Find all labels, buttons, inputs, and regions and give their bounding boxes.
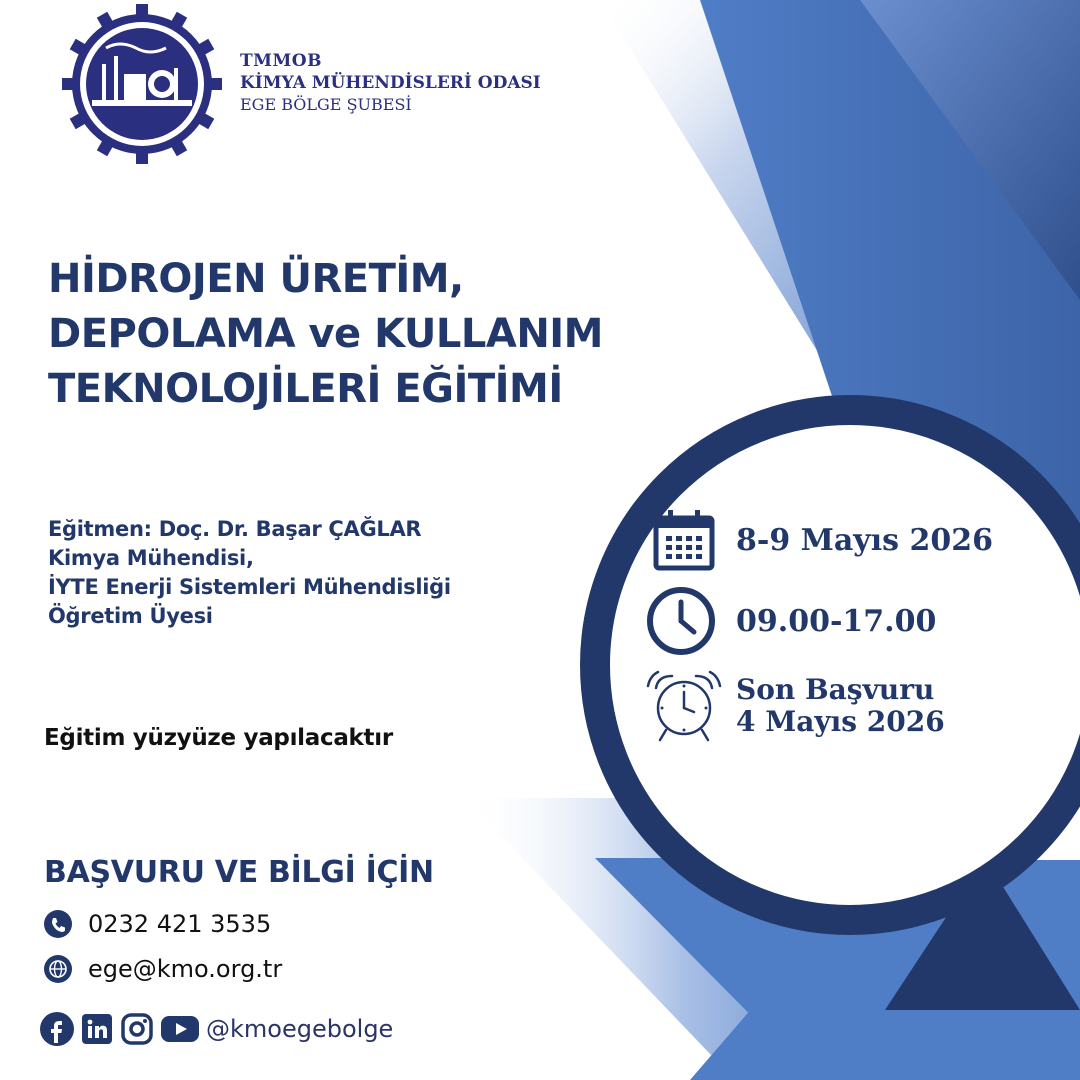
event-time: 09.00-17.00 (736, 603, 937, 639)
phone-number[interactable]: 0232 421 3535 (88, 910, 272, 938)
contact-title: BAŞVURU VE BİLGİ İÇİN (44, 855, 434, 890)
phone-row[interactable] (44, 910, 271, 938)
event-date: 8-9 Mayıs 2026 (736, 522, 993, 558)
email-address[interactable]: ege@kmo.org.tr (88, 955, 283, 983)
deadline-row (642, 668, 945, 744)
title-line-1: HİDROJEN ÜRETİM, (48, 256, 464, 302)
date-row (652, 508, 993, 572)
time-row (646, 586, 936, 656)
instructor-info (48, 515, 451, 631)
social-handle[interactable]: @kmoegebolge (206, 1015, 394, 1043)
title-line-3: TEKNOLOJİLERİ EĞİTİMİ (48, 366, 563, 412)
title-line-2: DEPOLAMA ve KULLANIM (48, 311, 603, 357)
org-line-1: TMMOB (240, 51, 322, 71)
alarm-clock-icon (642, 668, 726, 744)
social-row (40, 1012, 393, 1046)
instagram-icon[interactable] (120, 1012, 154, 1046)
instructor-line-4: Öğretim Üyesi (48, 604, 213, 628)
email-row[interactable] (44, 955, 282, 983)
event-title (48, 252, 688, 417)
kmo-logo (62, 4, 222, 164)
linkedin-icon[interactable] (80, 1012, 114, 1046)
globe-icon (44, 955, 72, 983)
org-line-2: KİMYA MÜHENDİSLERİ ODASI (240, 73, 541, 93)
deadline-date: 4 Mayıs 2026 (736, 705, 945, 738)
deadline-label: Son Başvuru (736, 673, 935, 706)
instructor-line-1: Eğitmen: Doç. Dr. Başar ÇAĞLAR (48, 517, 422, 541)
instructor-line-3: İYTE Enerji Sistemleri Mühendisliği (48, 575, 451, 599)
calendar-icon (652, 508, 716, 572)
youtube-icon[interactable] (160, 1012, 200, 1046)
phone-icon (44, 910, 72, 938)
organization-name (240, 50, 541, 116)
facebook-icon[interactable] (40, 1012, 74, 1046)
instructor-line-2: Kimya Mühendisi, (48, 546, 254, 570)
clock-icon (646, 586, 716, 656)
org-line-3: EGE BÖLGE ŞUBESİ (240, 95, 412, 114)
training-mode: Eğitim yüzyüze yapılacaktır (44, 725, 393, 751)
